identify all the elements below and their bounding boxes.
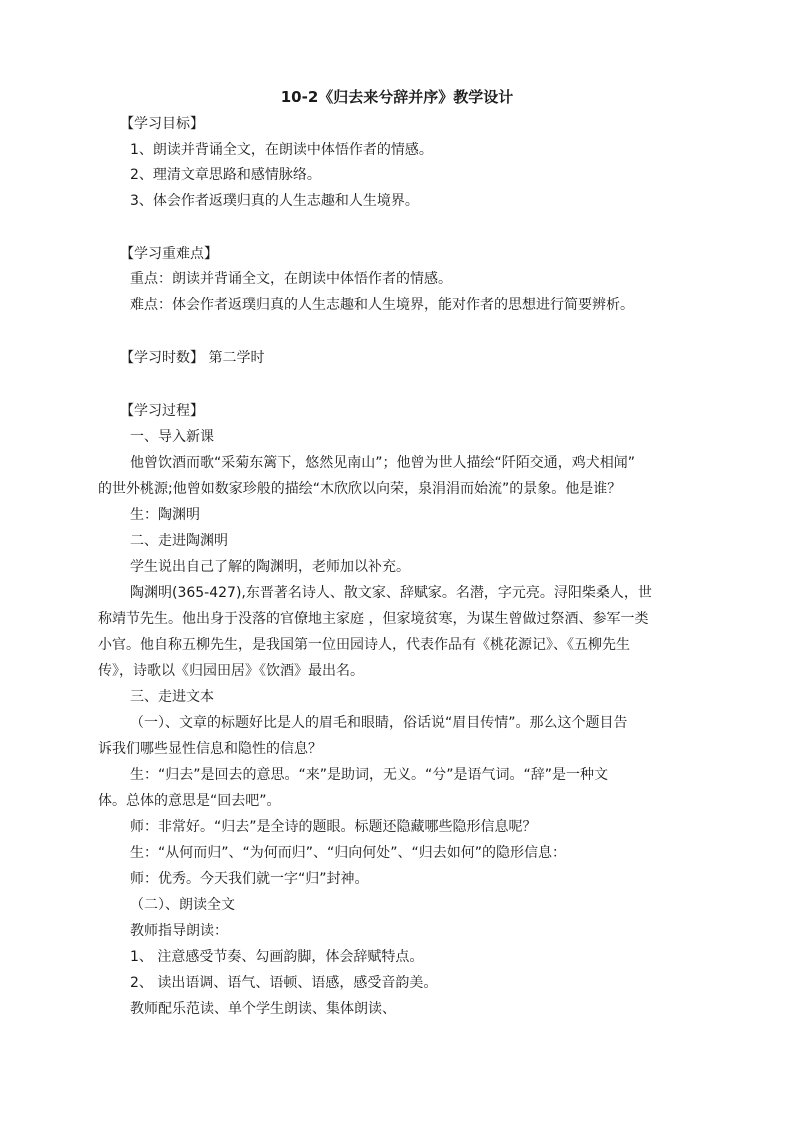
- part2-intro: 学生说出自己了解的陶渊明，老师加以补充。: [130, 559, 410, 575]
- part3-title: 三、走进文本: [130, 689, 214, 705]
- keypoint-difficulty: 难点：体会作者返璞归真的人生志趣和人生境界，能对作者的思想进行简要辨析。: [130, 297, 634, 313]
- goal-item-2: 2、理清文章思路和感情脉络。: [130, 167, 321, 183]
- goal-item-3: 3、体会作者返璞归真的人生志趣和人生境界。: [130, 193, 419, 209]
- sub2-title: （二）、朗读全文: [130, 897, 235, 913]
- sub1-question-line1: （一）、文章的标题好比是人的眉毛和眼睛，俗话说“眉目传情”。那么这个题目告: [130, 715, 628, 731]
- part2-bio-line3: 小官。他自称五柳先生，是我国第一位田园诗人，代表作品有《桃花源记》、《五柳先生: [98, 637, 630, 653]
- reading-methods: 教师配乐范读、单个学生朗读、集体朗读、: [130, 1001, 396, 1017]
- teacher-reply-2: 师：优秀。今天我们就一字“归”封神。: [130, 871, 369, 887]
- part2-title: 二、走进陶渊明: [130, 533, 228, 549]
- part1-paragraph-line2: 的世外桃源;他曾如数家珍般的描绘“木欣欣以向荣，泉涓涓而始流”的景象。他是谁？: [98, 481, 622, 497]
- guide-item-2: 2、 读出语调、语气、语顿、语感，感受音韵美。: [130, 975, 438, 991]
- goal-item-1: 1、朗读并背诵全文，在朗读中体悟作者的情感。: [130, 142, 433, 158]
- document-title: 10-2《归去来兮辞并序》教学设计: [280, 88, 514, 106]
- part1-paragraph-line1: 他曾饮酒而歌“采菊东篱下，悠然见南山”；他曾为世人描绘“阡陌交通，鸡犬相闻”: [130, 455, 636, 471]
- study-hours: 【学习时数】 第二学时: [120, 350, 265, 366]
- goals-header: 【学习目标】: [120, 116, 204, 132]
- part1-answer: 生：陶渊明: [130, 507, 200, 523]
- process-header: 【学习过程】: [120, 403, 204, 419]
- part1-title: 一、导入新课: [130, 429, 214, 445]
- part2-bio-line1: 陶渊明(365-427),东晋著名诗人、散文家、辞赋家。名潜，字元亮。浔阳柴桑人，世: [130, 585, 652, 601]
- part2-bio-line4: 传》，诗歌以《归园田居》《饮酒》最出名。: [98, 663, 364, 679]
- keypoints-header: 【学习重难点】: [120, 246, 218, 262]
- part2-bio-line2: 称靖节先生。他出身于没落的官僚地主家庭 ，但家境贫寒，为谋生曾做过祭酒、参军一类: [98, 611, 649, 627]
- sub1-answer-line2: 体。总体的意思是“回去吧”。: [98, 793, 281, 809]
- teacher-reply-1: 师：非常好。“归去”是全诗的题眼。标题还隐藏哪些隐形信息呢？: [130, 819, 537, 835]
- sub1-answer-line1: 生：“归去”是回去的意思。“来”是助词，无义。“兮”是语气词。“辞”是一种文: [130, 767, 609, 783]
- student-reply-2: 生：“从何而归”、“为何而归”、“归向何处”、“归去如何”的隐形信息：: [130, 845, 567, 861]
- keypoint-focus: 重点：朗读并背诵全文，在朗读中体悟作者的情感。: [130, 271, 452, 287]
- guide-item-1: 1、 注意感受节奏、勾画韵脚，体会辞赋特点。: [130, 949, 424, 965]
- guide-header: 教师指导朗读：: [130, 923, 228, 939]
- sub1-question-line2: 诉我们哪些显性信息和隐性的信息？: [98, 741, 322, 757]
